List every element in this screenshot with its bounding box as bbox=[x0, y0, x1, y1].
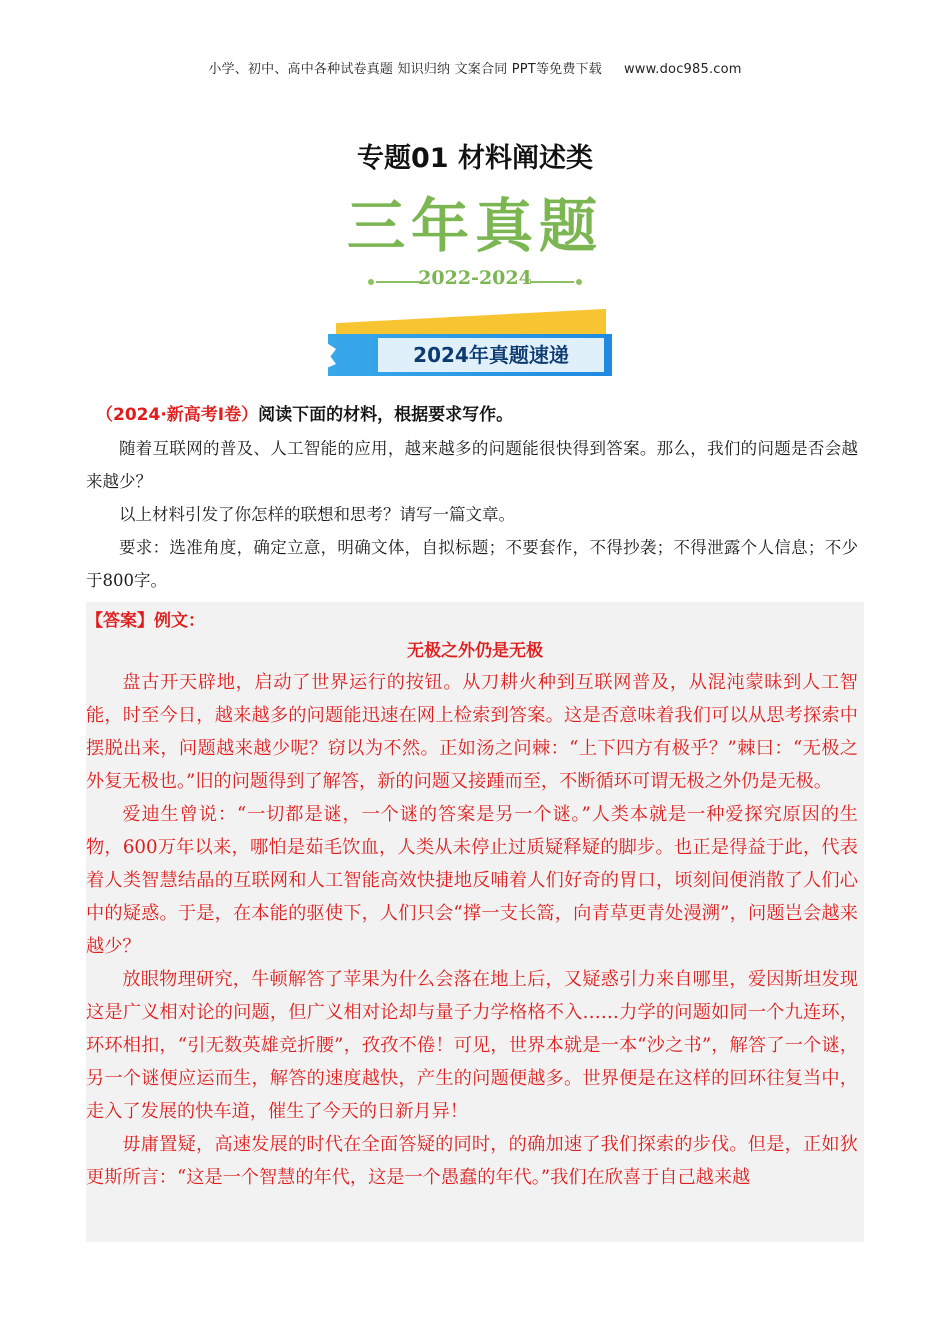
prompt-requirements: 要求：选准角度，确定立意，明确文体，自拟标题；不要套作，不得抄袭；不得泄露个人信息；不少于800字。 bbox=[86, 538, 858, 590]
big-title: 三年真题 bbox=[346, 192, 603, 260]
prompt-heading bbox=[96, 400, 513, 425]
prompt-source: （2024·新高考Ⅰ卷） bbox=[96, 405, 259, 425]
years-divider bbox=[360, 267, 590, 297]
years-label: 2022-2024 bbox=[418, 267, 532, 289]
banner-label: 2024年真题速递 bbox=[413, 343, 569, 367]
essay-title: 无极之外仍是无极 bbox=[407, 641, 543, 661]
header-url[interactable]: www.doc985.com bbox=[623, 62, 742, 77]
page-header bbox=[0, 58, 950, 77]
essay-paragraph: 爱迪生曾说：“一切都是谜，一个谜的答案是另一个谜。”人类本就是一种爱探究原因的生物，600万年以来，哪怕是茹毛饮血，人类从未停止过质疑释疑的脚步。也正是得益于此，代表着人类智慧结晶的互联网和人工智能高效快捷地反哺着人们好奇的胃口，顷刻间便消散了人们心中的疑惑。于是，在本能的驱使下，人们只会“撑一支长篙，向青草更青处漫溯”，问题岂会越来越少？ bbox=[86, 804, 858, 957]
section-banner bbox=[322, 316, 622, 382]
essay-paragraph: 放眼物理研究，牛顿解答了苹果为什么会落在地上后，又疑惑引力来自哪里，爱因斯坦发现这是广义相对论的问题，但广义相对论却与量子力学格格不入……力学的问题如同一个九连环，环环相扣，“引无数英雄竞折腰”，孜孜不倦！可见，世界本就是一本“沙之书”，解答了一个谜，另一个谜便应运而生，解答的速度越快，产生的问题便越多。世界便是在这样的回环往复当中，走入了发展的快车道，催生了今天的日新月异！ bbox=[86, 969, 858, 1122]
page-title: 专题01 材料阐述类 bbox=[357, 143, 593, 174]
prompt-material: 随着互联网的普及、人工智能的应用，越来越多的问题能很快得到答案。那么，我们的问题是否会越来越少？ bbox=[86, 439, 858, 491]
prompt-question: 以上材料引发了你怎样的联想和思考？请写一篇文章。 bbox=[119, 505, 515, 524]
essay-paragraph: 毋庸置疑，高速发展的时代在全面答疑的同时，的确加速了我们探索的步伐。但是，正如狄更斯所言：“这是一个智慧的年代，这是一个愚蠢的年代。”我们在欣喜于自己越来越 bbox=[86, 1134, 858, 1188]
header-text: 小学、初中、高中各种试卷真题 知识归纳 文案合同 PPT等免费下载 bbox=[208, 62, 602, 77]
essay-body bbox=[86, 666, 858, 1194]
essay-paragraph: 盘古开天辟地，启动了世界运行的按钮。从刀耕火种到互联网普及，从混沌蒙昧到人工智能，时至今日，越来越多的问题能迅速在网上检索到答案。这是否意味着我们可以从思考探索中摆脱出来，问题越来越少呢？窃以为不然。正如汤之问棘：“上下四方有极乎？”棘曰：“无极之外复无极也。”旧的问题得到了解答，新的问题又接踵而至，不断循环可谓无极之外仍是无极。 bbox=[86, 672, 858, 792]
answer-heading: 【答案】例文： bbox=[86, 611, 205, 631]
prompt-instruction: 阅读下面的材料，根据要求写作。 bbox=[258, 405, 514, 425]
